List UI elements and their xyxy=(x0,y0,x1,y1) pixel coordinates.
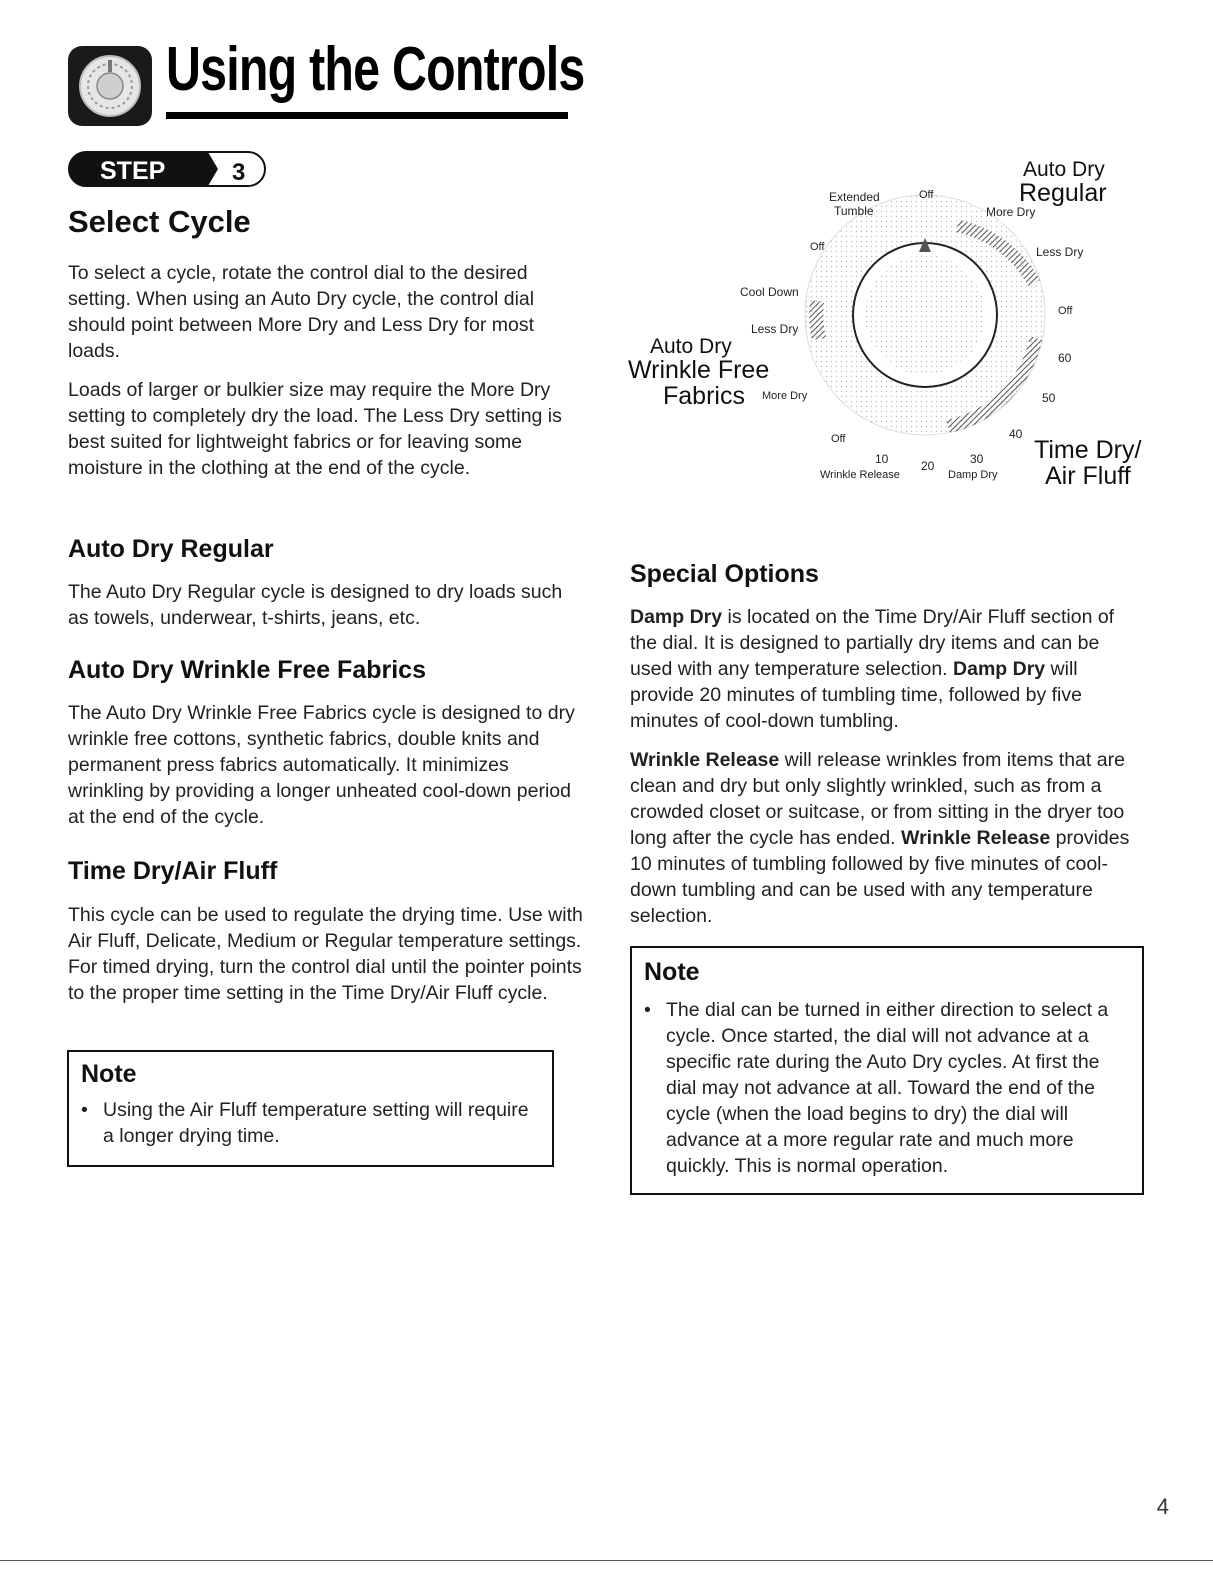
auto-dry-wrinkle-body: The Auto Dry Wrinkle Free Fabrics cycle is designed to dry wrinkle free cottons, synthetic fabrics, double knits and permanent press fabrics automatically. It minimizes wrinkling by providing a longer unheated cool-down period at the end of the cycle. xyxy=(68,702,575,828)
special-options-text: will release wrinkles from items that are clean and dry but only slightly wrinkled, such as from a crowded closet or suitcase, or from sitting in the dryer too long after the cycle has ended. xyxy=(630,749,1125,849)
dial-label-more-dry-left: More Dry xyxy=(762,390,808,402)
bullet-icon: • xyxy=(81,1099,88,1121)
dial-label-off-bottom: Off xyxy=(831,433,846,445)
title-underline xyxy=(166,112,568,119)
dial-label-more-dry-top: More Dry xyxy=(986,205,1036,219)
dial-label-wrinkle-release: Wrinkle Release xyxy=(820,469,900,481)
damp-dry-term: Damp Dry xyxy=(953,658,1046,680)
dial-label-off-right: Off xyxy=(1058,305,1073,317)
bullet-icon: • xyxy=(644,999,651,1021)
note-item-text: Using the Air Fluff temperature setting will require a longer drying time. xyxy=(103,1099,529,1147)
wrinkle-release-term: Wrinkle Release xyxy=(630,749,780,771)
select-cycle-heading: Select Cycle xyxy=(68,204,251,239)
page-title: Using the Controls xyxy=(166,35,585,104)
note-title: Note xyxy=(81,1060,137,1088)
page-number: 4 xyxy=(1156,1494,1169,1519)
note-item-text: The dial can be turned in either direction to select a cycle. Once started, the dial will not advance at a specific rate during the Auto Dry cycles. At first the dial may not advance at all. Toward the end of the cycle (when the load begins to dry) the dial will advance at a more regular rate and much more quickly. This is normal operation. xyxy=(666,999,1109,1177)
special-options-para-1 xyxy=(630,604,1140,734)
note-title: Note xyxy=(644,958,700,986)
cycle-time-dry-line1: Time Dry/ xyxy=(1034,436,1142,464)
dial-label-tumble: Tumble xyxy=(834,204,874,218)
note-box-left xyxy=(67,1050,554,1167)
step-number: 3 xyxy=(232,159,246,186)
damp-dry-term: Damp Dry xyxy=(630,606,723,628)
control-dial-diagram xyxy=(620,150,1160,490)
cycle-auto-dry-regular-line1: Auto Dry xyxy=(1023,158,1105,181)
note-box-right xyxy=(630,946,1144,1195)
select-cycle-para-2: Loads of larger or bulkier size may require the More Dry setting to completely dry the load. The Less Dry setting is best suited for lightweight fabrics or for leaving some moisture in the clothing at the end of the cycle. xyxy=(68,379,562,479)
special-options-text: will provide 20 minutes of tumbling time, followed by five minutes of cool-down tumbling. xyxy=(630,658,1082,732)
cycle-wrinkle-line3: Fabrics xyxy=(663,382,745,410)
dial-label-damp-dry: Damp Dry xyxy=(948,469,998,481)
cycle-wrinkle-line2: Wrinkle Free xyxy=(628,356,770,384)
cycle-time-dry-line2: Air Fluff xyxy=(1045,462,1131,490)
wrinkle-release-term: Wrinkle Release xyxy=(901,827,1051,849)
dial-label-extended: Extended xyxy=(829,190,880,204)
time-dry-body: This cycle can be used to regulate the drying time. Use with Air Fluff, Delicate, Medium or Regular temperature settings. For timed drying, turn the control dial until the pointer points to the proper time setting in the Time Dry/Air Fluff cycle. xyxy=(68,904,583,1004)
dial-label-10: 10 xyxy=(875,452,889,466)
dial-label-50: 50 xyxy=(1042,391,1056,405)
dial-knob-icon xyxy=(68,46,152,126)
dial-label-less-dry-right: Less Dry xyxy=(1036,245,1084,259)
dial-label-off-top: Off xyxy=(919,189,934,201)
cycle-wrinkle-line1: Auto Dry xyxy=(650,335,732,358)
dial-label-30: 30 xyxy=(970,452,984,466)
special-options-text: provides 10 minutes of tumbling followed by five minutes of cool-down tumbling and can be used with any temperature selection. xyxy=(630,827,1130,927)
note-item xyxy=(81,1097,540,1149)
note-item xyxy=(644,997,1130,1179)
dial-label-60: 60 xyxy=(1058,351,1072,365)
select-cycle-para-1: To select a cycle, rotate the control dial to the desired setting. When using an Auto Dry cycle, the control dial should point between More Dry and Less Dry for most loads. xyxy=(68,262,535,362)
dial-label-off-left: Off xyxy=(810,241,825,253)
cycle-auto-dry-regular-line2: Regular xyxy=(1019,179,1107,207)
auto-dry-regular-body: The Auto Dry Regular cycle is designed to dry loads such as towels, underwear, t-shirts, jeans, etc. xyxy=(68,581,563,629)
step-badge xyxy=(68,150,272,188)
special-options-text: is located on the Time Dry/Air Fluff section of the dial. It is designed to partially dry items and can be used with any temperature selection. xyxy=(630,606,1115,680)
auto-dry-wrinkle-heading: Auto Dry Wrinkle Free Fabrics xyxy=(68,656,426,684)
special-options-para-2 xyxy=(630,747,1140,929)
dial-label-cool-down: Cool Down xyxy=(740,285,799,299)
step-label: STEP xyxy=(100,157,166,185)
auto-dry-regular-heading: Auto Dry Regular xyxy=(68,535,274,563)
footer-rule xyxy=(0,1560,1213,1561)
special-options-heading: Special Options xyxy=(630,560,819,588)
dial-label-20: 20 xyxy=(921,459,935,473)
time-dry-heading: Time Dry/Air Fluff xyxy=(68,857,278,885)
dial-label-40: 40 xyxy=(1009,427,1023,441)
dial-label-less-dry-left: Less Dry xyxy=(751,322,799,336)
